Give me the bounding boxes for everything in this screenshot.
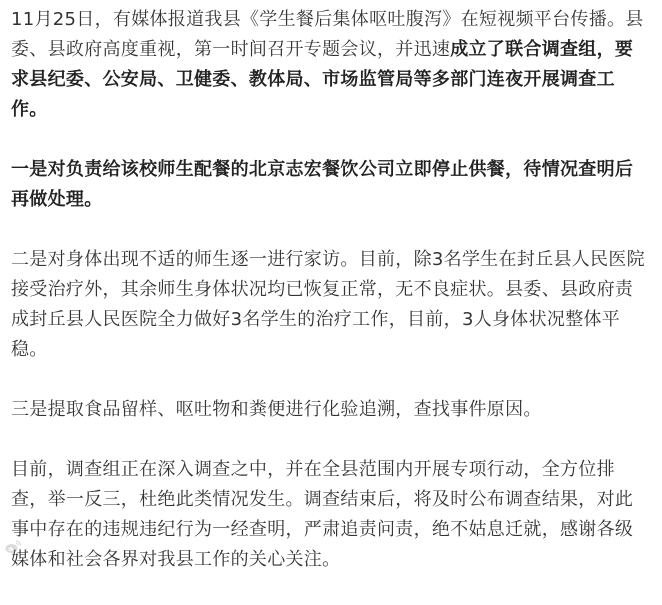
paragraph-intro (11, 5, 651, 125)
paragraph-intro-text: 11月25日，有媒体报道我县《学生餐后集体呕吐腹泻》在短视频平台传播。县委、县政府高度重视，第一时间召开专题会议，并迅速 (11, 9, 644, 60)
paragraph-measure-one (11, 155, 651, 215)
paragraph-measure-one-bold-text: 一是对负责给该校师生配餐的北京志宏餐饮公司立即停止供餐，待情况查明后再做处理。 (11, 159, 634, 210)
article-body (11, 5, 651, 605)
paragraph-measure-two-text: 二是对身体出现不适的师生逐一进行家访。目前，除3名学生在封丘县人民医院接受治疗外，其余师生身体状况均已恢复正常，无不良症状。县委、县政府责成封丘县人民医院全力做好3名学生的治疗工作，目前，3人身体状况整体平稳。 (11, 249, 645, 360)
paragraph-measure-three-text: 三是提取食品留样、呕吐物和粪便进行化验追溯，查找事件原因。 (11, 399, 542, 420)
paragraph-conclusion (11, 455, 651, 575)
watermark (4, 538, 22, 556)
weibo-logo-icon (4, 538, 22, 556)
paragraph-intro-bold-text: 成立了联合调查组，要求县纪委、公安局、卫健委、教体局、市场监管局等多部门连夜开展调查工作。 (11, 39, 634, 120)
paragraph-measure-two (11, 245, 651, 365)
paragraph-conclusion-text: 目前，调查组正在深入调查之中，并在全县范围内开展专项行动，全方位排查，举一反三，杜绝此类情况发生。调查结束后，将及时公布调查结果，对此事中存在的违规违纪行为一经查明，严肃追责问责，绝不姑息迁就，感谢各级媒体和社会各界对我县工作的关心关注。 (11, 459, 634, 570)
paragraph-measure-three (11, 395, 651, 425)
